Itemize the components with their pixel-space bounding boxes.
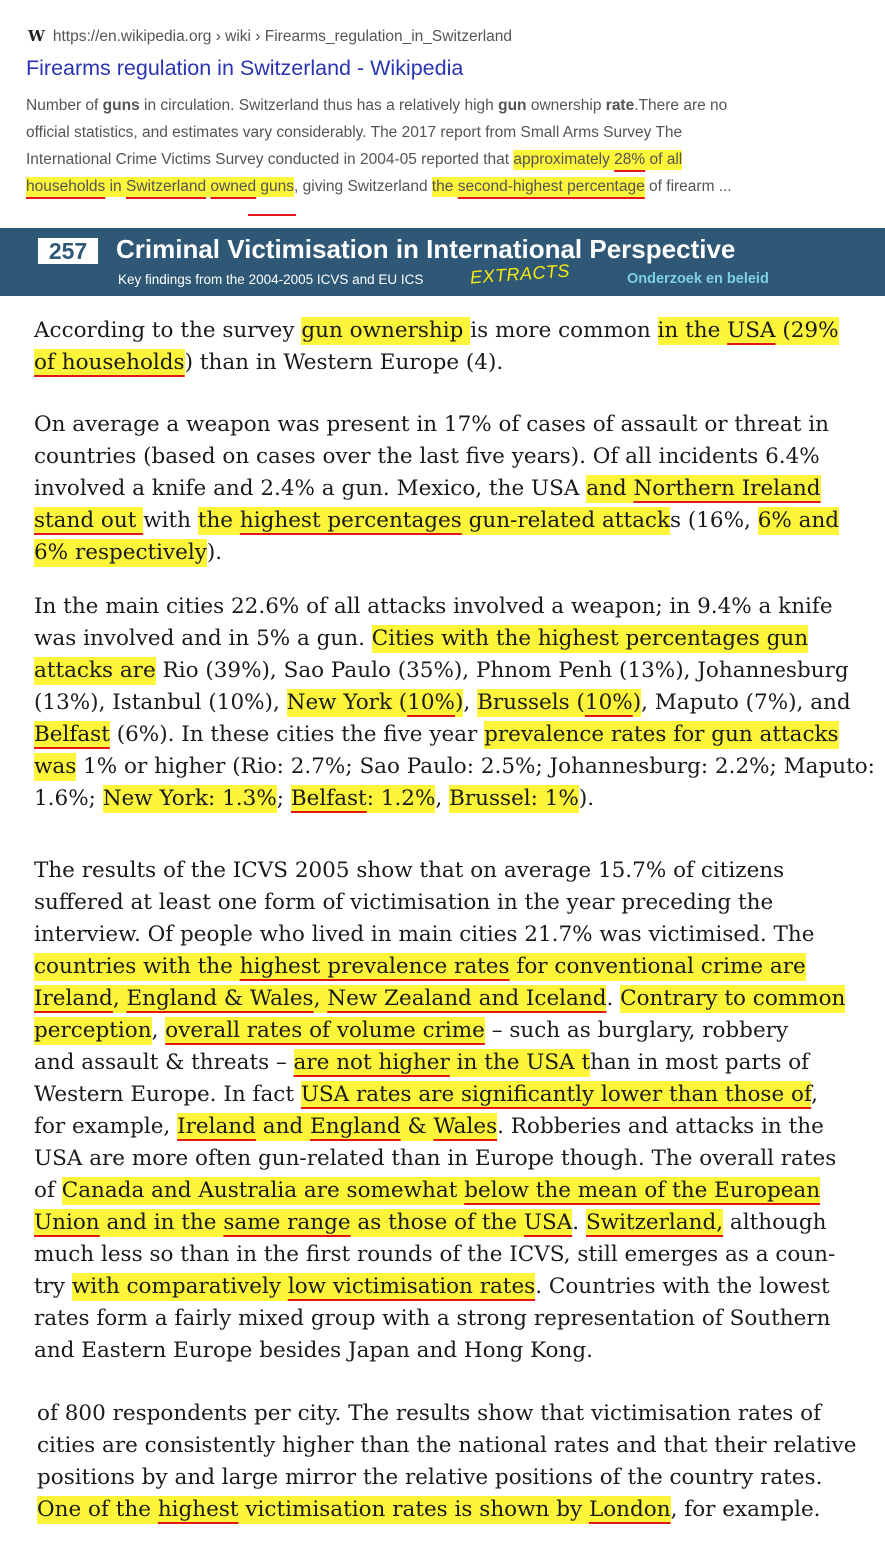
highlighted-text: Brussels (	[477, 690, 585, 715]
highlighted-text: Belfast	[290, 786, 367, 811]
highlighted-text: are not higher	[293, 1050, 450, 1075]
text-run: (6%). In these cities the five year	[109, 722, 485, 747]
paragraph-city-rates	[37, 1398, 877, 1526]
text-line	[34, 1303, 874, 1335]
text-line	[34, 1207, 874, 1239]
highlighted-text: countries with the	[34, 954, 240, 979]
text-line	[34, 887, 874, 919]
text-run: was involved and in 5% a gun.	[34, 626, 372, 651]
highlighted-text: gun-related attack	[461, 508, 670, 533]
report-number-badge: 257	[38, 238, 98, 264]
highlighted-text: the	[197, 508, 240, 533]
wikipedia-w-icon: W	[28, 27, 45, 45]
text-run: of	[34, 1178, 62, 1203]
highlighted-text: in	[105, 178, 126, 195]
text-line	[34, 1239, 874, 1271]
text-line	[34, 687, 874, 719]
search-result	[0, 0, 885, 216]
text-run: . Robberies and attacks in the	[497, 1114, 824, 1139]
text-run: and assault & threats –	[34, 1050, 294, 1075]
highlighted-text: and	[586, 476, 634, 501]
text-line	[34, 855, 874, 887]
text-line	[37, 1494, 877, 1526]
text-run: ,	[435, 786, 450, 811]
text-run: Rio (39%), Sao Paulo (35%), Phnom Penh (13%), Johannesburg	[155, 658, 849, 683]
highlighted-text: 10%	[407, 690, 455, 715]
highlighted-text: (29%	[775, 318, 839, 343]
highlighted-text: guns	[256, 178, 295, 195]
text-line	[34, 623, 874, 655]
highlighted-text: approximately	[513, 151, 615, 168]
highlighted-text: Switzerland,	[585, 1210, 724, 1235]
highlighted-text: perception	[34, 1018, 152, 1043]
text-run: although	[723, 1210, 827, 1235]
highlighted-text: 10%	[584, 690, 633, 715]
text-line	[37, 1398, 877, 1430]
highlighted-text: and in the	[99, 1210, 224, 1235]
text-run: ).	[206, 540, 223, 565]
highlighted-text: USA	[727, 318, 776, 343]
text-line	[26, 173, 871, 200]
text-line	[34, 1079, 874, 1111]
highlighted-text: Cities with the highest percentages gun	[371, 626, 809, 651]
text-line	[34, 951, 874, 983]
text-line	[34, 315, 874, 347]
highlighted-text: gun ownership	[301, 318, 471, 343]
text-run: ) than in Western Europe (4).	[184, 350, 504, 375]
highlighted-text: highest	[157, 1497, 239, 1522]
publisher-label: Onderzoek en beleid	[627, 271, 769, 287]
text-line	[34, 1175, 874, 1207]
text-run: involved a knife and 2.4% a gun. Mexico, the USA	[34, 476, 587, 501]
highlighted-text: Ireland	[34, 986, 113, 1011]
text-run: rates form a fairly mixed group with a strong representation of Southern	[34, 1306, 831, 1331]
bold-keyword: rate	[605, 97, 635, 114]
bold-keyword: gun	[498, 97, 527, 114]
report-title: Criminal Victimisation in International Perspective	[116, 234, 736, 264]
text-line	[34, 783, 874, 815]
text-run: Number of	[26, 97, 103, 114]
highlighted-text: 28%	[614, 151, 646, 168]
highlighted-text: highest percentages	[239, 508, 462, 533]
highlighted-text: owned	[210, 178, 257, 195]
result-title-link[interactable]: Firearms regulation in Switzerland - Wikipedia	[26, 56, 464, 80]
text-run: (13%), Istanbul (10%),	[34, 690, 287, 715]
text-line	[34, 591, 874, 623]
highlighted-text: ,	[313, 986, 328, 1011]
highlighted-text: Ireland	[177, 1114, 256, 1139]
highlighted-text: in the USA t	[449, 1050, 591, 1075]
text-line	[34, 537, 874, 569]
highlighted-text: same range	[223, 1210, 351, 1235]
text-run: is more common	[470, 318, 658, 343]
text-run: ).	[578, 786, 595, 811]
text-run: .There are no	[634, 97, 728, 114]
highlighted-text: New Zealand and Iceland	[327, 986, 607, 1011]
text-line	[34, 919, 874, 951]
text-run: positions by and large mirror the relative positions of the country rates.	[37, 1465, 823, 1490]
text-run: On average a weapon was present in 17% of cases of assault or threat in	[34, 412, 829, 437]
paragraph-weapon-incidents	[34, 409, 874, 569]
text-line	[34, 505, 874, 537]
paragraph-icvs-results	[34, 855, 874, 1367]
highlighted-text: )	[455, 690, 464, 715]
highlighted-text: of all	[645, 151, 683, 168]
text-run: , Maputo (7%), and	[641, 690, 851, 715]
highlighted-text: below the mean of the European	[464, 1178, 821, 1203]
text-line	[26, 119, 871, 146]
report-subtitle: Key findings from the 2004-2005 ICVS and EU ICS	[118, 272, 424, 287]
text-run: According to the survey	[34, 318, 302, 343]
text-line	[34, 1271, 874, 1303]
highlighted-text: Canada and Australia are somewhat	[61, 1178, 465, 1203]
bold-keyword: guns	[102, 97, 140, 114]
text-run: Western Europe. In fact	[34, 1082, 301, 1107]
result-url: https://en.wikipedia.org › wiki › Firearms_regulation_in_Switzerland	[52, 28, 513, 45]
highlighted-text: &	[400, 1114, 434, 1139]
highlighted-text: USA rates are significantly lower than those of	[300, 1082, 812, 1107]
text-line	[34, 983, 874, 1015]
highlighted-text: England	[310, 1114, 401, 1139]
text-line	[34, 655, 874, 687]
text-run: for example,	[34, 1114, 178, 1139]
paragraph-main-cities	[34, 591, 874, 815]
text-run: 1% or higher (Rio: 2.7%; Sao Paulo: 2.5%; Johannesburg: 2.2%; Maputo:	[76, 754, 875, 779]
text-run: The results of the ICVS 2005 show that on average 15.7% of citizens	[34, 858, 785, 883]
highlighted-text: prevalence rates for gun attacks	[484, 722, 839, 747]
highlighted-text: with comparatively	[71, 1274, 288, 1299]
text-run: official statistics, and estimates vary considerably. The 2017 report from Small Arms Survey The	[26, 124, 683, 141]
text-line	[34, 409, 874, 441]
text-run: suffered at least one form of victimisation in the year preceding the	[34, 890, 774, 915]
text-run: s (16%,	[669, 508, 758, 533]
text-line	[26, 146, 871, 173]
pen-underline-mark	[248, 214, 296, 216]
highlighted-text: Contrary to common	[620, 986, 846, 1011]
highlighted-text: overall rates of volume crime	[165, 1018, 485, 1043]
text-line	[34, 441, 874, 473]
highlighted-text: victimisation rates is shown by	[238, 1497, 589, 1522]
text-run: – such as burglary, robbery	[484, 1018, 789, 1043]
highlighted-text: 6% and	[757, 508, 840, 533]
highlighted-text: One of the	[37, 1497, 158, 1522]
highlighted-text: as those of the	[350, 1210, 524, 1235]
text-run: ,	[463, 690, 478, 715]
paragraph-gun-ownership	[34, 315, 874, 379]
highlighted-text: households	[26, 178, 106, 195]
text-run: much less so than in the first rounds of the ICVS, still emerges as a coun-	[34, 1242, 836, 1267]
highlighted-text: for conventional crime are	[509, 954, 806, 979]
highlighted-text: )	[632, 690, 642, 715]
report-banner	[0, 228, 885, 296]
text-run: countries (based on cases over the last five years). Of all incidents 6.4%	[34, 444, 820, 469]
highlighted-text: highest prevalence rates	[239, 954, 510, 979]
text-line	[34, 1143, 874, 1175]
text-run: .	[572, 1210, 586, 1235]
highlighted-text: of households	[34, 350, 185, 375]
highlighted-text: New York: 1.3%	[102, 786, 277, 811]
highlighted-text: the	[431, 178, 458, 195]
text-line	[34, 1111, 874, 1143]
text-line	[34, 1335, 874, 1367]
highlighted-text: Wales	[433, 1114, 498, 1139]
text-line	[34, 473, 874, 505]
text-run: han in most parts of	[590, 1050, 810, 1075]
highlighted-text: in the	[657, 318, 728, 343]
highlighted-text: : 1.2%	[366, 786, 436, 811]
text-run: ownership	[526, 97, 606, 114]
text-line	[34, 751, 874, 783]
highlighted-text: Switzerland	[125, 178, 207, 195]
text-run: 1.6%;	[34, 786, 103, 811]
text-line	[34, 1015, 874, 1047]
text-run: International Crime Victims Survey conducted in 2004-05 reported that	[26, 151, 514, 168]
text-line	[34, 719, 874, 751]
text-run: , for example.	[670, 1497, 821, 1522]
text-run: with	[143, 508, 198, 533]
highlighted-text: attacks are	[34, 658, 156, 683]
text-run: In the main cities 22.6% of all attacks involved a weapon; in 9.4% a knife	[34, 594, 833, 619]
text-line	[26, 92, 871, 119]
highlighted-text: low victimisation rates	[287, 1274, 536, 1299]
highlighted-text: stand out	[34, 508, 144, 533]
text-run: ,	[811, 1082, 818, 1107]
highlighted-text: Northern Ireland	[633, 476, 821, 501]
text-line	[34, 1047, 874, 1079]
text-run: , giving Switzerland	[294, 178, 432, 195]
text-run: and Eastern Europe besides Japan and Hong Kong.	[34, 1338, 593, 1363]
text-line	[34, 347, 874, 379]
highlighted-text: England & Wales	[126, 986, 314, 1011]
text-line	[37, 1462, 877, 1494]
highlighted-text: London	[588, 1497, 671, 1522]
highlighted-text: USA	[523, 1210, 573, 1235]
result-url-row[interactable]	[28, 27, 512, 46]
text-run: cities are consistently higher than the national rates and that their relative	[37, 1433, 857, 1458]
text-run: . Countries with the lowest	[535, 1274, 830, 1299]
text-run: ;	[276, 786, 291, 811]
highlighted-text: and	[255, 1114, 311, 1139]
text-run: of 800 respondents per city. The results show that victimisation rates of	[37, 1401, 822, 1426]
text-run: try	[34, 1274, 72, 1299]
extracts-annotation: EXTRACTS	[469, 260, 571, 288]
highlighted-text: Brussel: 1%	[449, 786, 579, 811]
result-snippet	[26, 92, 871, 200]
highlighted-text: ,	[112, 986, 127, 1011]
text-run: ,	[151, 1018, 166, 1043]
text-run: .	[606, 986, 621, 1011]
text-run: interview. Of people who lived in main cities 21.7% was victimised. The	[34, 922, 815, 947]
highlighted-text: 6% respectively	[34, 540, 207, 565]
text-run: of firearm ...	[644, 178, 732, 195]
highlighted-text: New York (	[286, 690, 408, 715]
highlighted-text: second-highest percentage	[457, 178, 645, 195]
text-run: in circulation. Switzerland thus has a relatively high	[139, 97, 499, 114]
highlighted-text: Belfast	[34, 722, 110, 747]
highlighted-text: Union	[34, 1210, 100, 1235]
text-run: USA are more often gun-related than in Europe though. The overall rates	[34, 1146, 837, 1171]
text-line	[37, 1430, 877, 1462]
highlighted-text: was	[34, 754, 77, 779]
